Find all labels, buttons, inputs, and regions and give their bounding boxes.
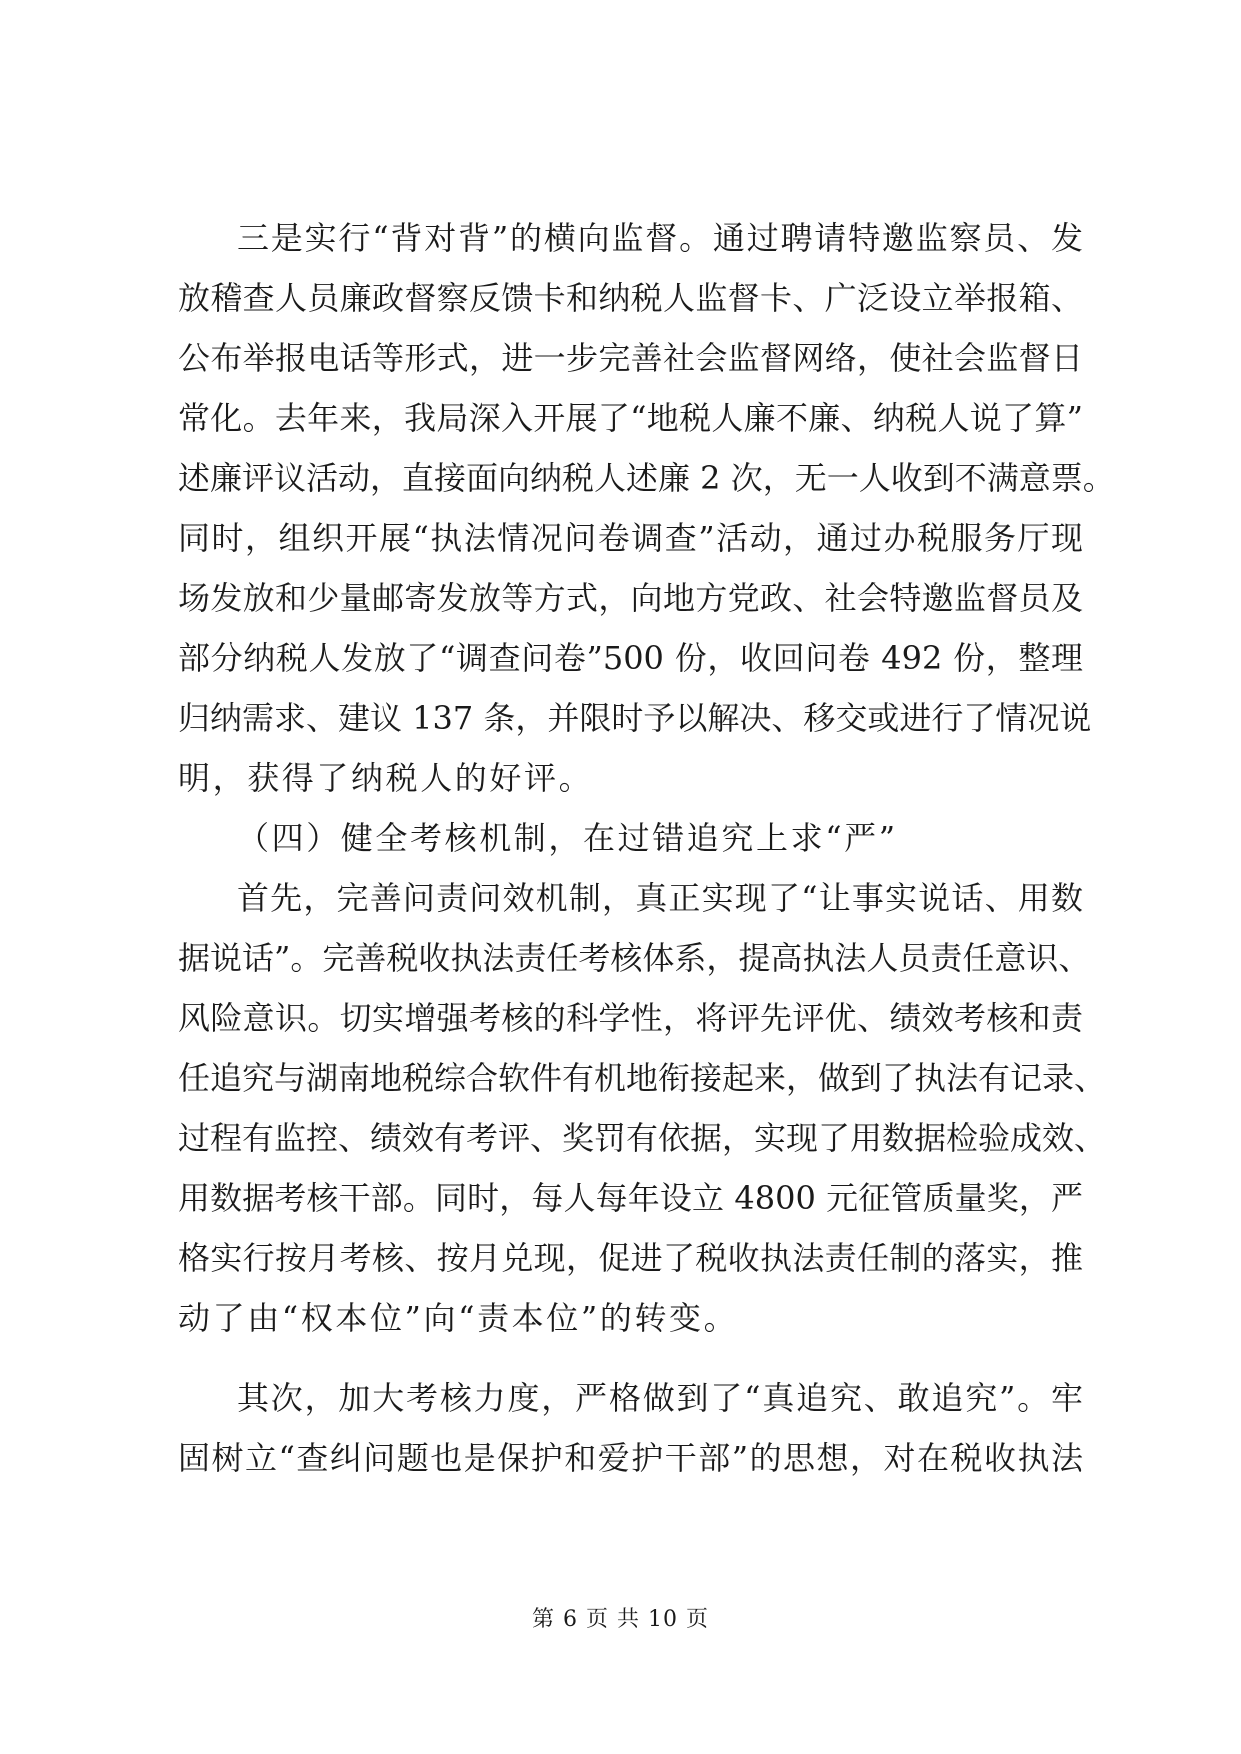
paragraph-line: 场发放和少量邮寄发放等方式，向地方党政、社会特邀监督员及 xyxy=(178,579,1083,617)
section-heading: （四）健全考核机制，在过错追究上求“严” xyxy=(237,819,898,857)
paragraph-line: 明，获得了纳税人的好评。 xyxy=(178,759,594,797)
paragraph-line: 固树立“查纠问题也是保护和爱护干部”的思想，对在税收执法 xyxy=(178,1439,1083,1477)
paragraph-line: 用数据考核干部。同时，每人每年设立 4800 元征管质量奖，严 xyxy=(178,1179,1083,1217)
paragraph-line: 三是实行“背对背”的横向监督。通过聘请特邀监察员、发 xyxy=(237,219,1083,257)
paragraph-line: 常化。去年来，我局深入开展了“地税人廉不廉、纳税人说了算” xyxy=(178,399,1083,437)
paragraph-line: 过程有监控、绩效有考评、奖罚有依据，实现了用数据检验成效、 xyxy=(178,1119,1107,1157)
paragraph-line: 风险意识。切实增强考核的科学性，将评先评优、绩效考核和责 xyxy=(178,999,1083,1037)
paragraph-line: 同时，组织开展“执法情况问卷调查”活动，通过办税服务厅现 xyxy=(178,519,1083,557)
paragraph-line: 述廉评议活动，直接面向纳税人述廉 2 次，无一人收到不满意票。 xyxy=(178,459,1115,497)
paragraph-line: 据说话”。完善税收执法责任考核体系，提高执法人员责任意识、 xyxy=(178,939,1091,977)
page-number-footer: 第 6 页 共 10 页 xyxy=(532,1607,709,1632)
paragraph-line: 公布举报电话等形式，进一步完善社会监督网络，使社会监督日 xyxy=(178,339,1083,377)
paragraph-line: 放稽查人员廉政督察反馈卡和纳税人监督卡、广泛设立举报箱、 xyxy=(178,279,1083,317)
paragraph-line: 归纳需求、建议 137 条，并限时予以解决、移交或进行了情况说 xyxy=(178,699,1092,737)
paragraph-line: 任追究与湖南地税综合软件有机地衔接起来，做到了执法有记录、 xyxy=(178,1059,1107,1097)
paragraph-line: 格实行按月考核、按月兑现，促进了税收执法责任制的落实，推 xyxy=(178,1239,1083,1277)
paragraph-line: 其次，加大考核力度，严格做到了“真追究、敢追究”。牢 xyxy=(237,1379,1083,1417)
paragraph-line: 部分纳税人发放了“调查问卷”500 份，收回问卷 492 份，整理 xyxy=(178,639,1083,677)
paragraph-line: 动了由“权本位”向“责本位”的转变。 xyxy=(178,1299,739,1337)
paragraph-line: 首先，完善问责问效机制，真正实现了“让事实说话、用数 xyxy=(237,879,1083,917)
